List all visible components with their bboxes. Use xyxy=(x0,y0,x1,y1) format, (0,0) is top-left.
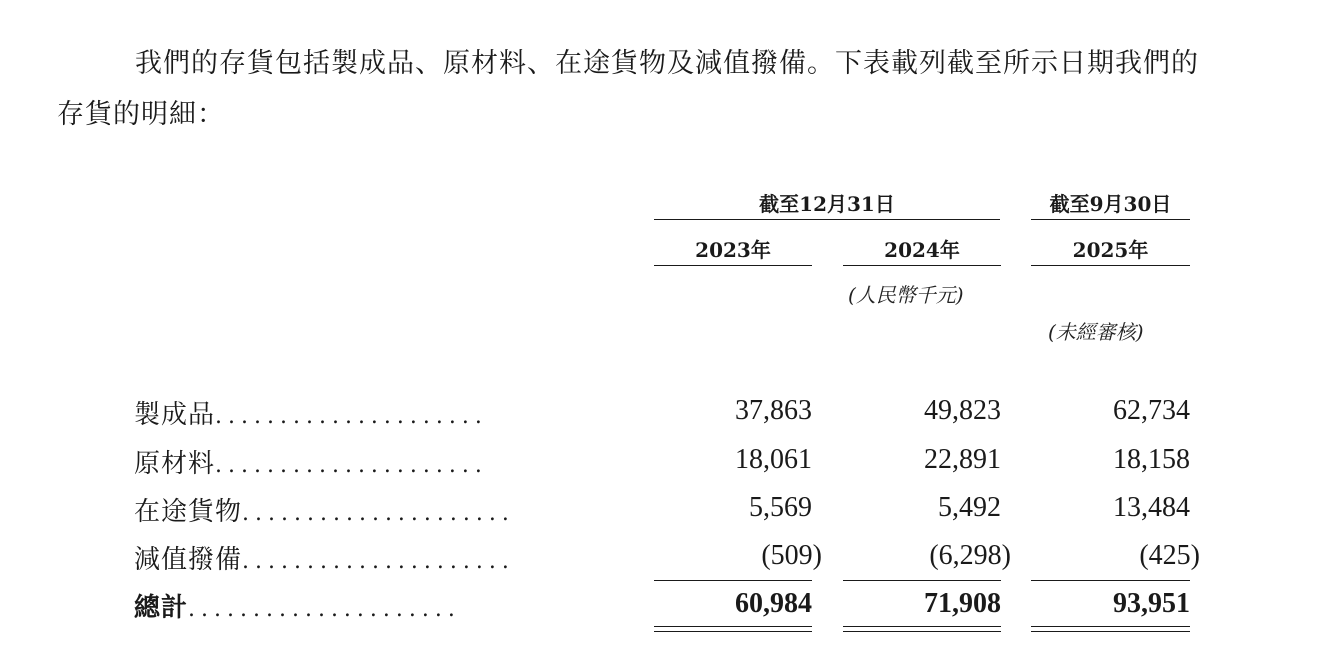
cell-total-2025: 93,951 xyxy=(1113,588,1190,619)
cell-raw-materials-2025: 18,158 xyxy=(1113,444,1190,475)
total-double-rule-2023 xyxy=(654,626,812,632)
cell-goods-in-transit-2025: 13,484 xyxy=(1113,492,1190,523)
group-header-rule-sep30 xyxy=(1031,219,1190,220)
cell-impairment-2025: (425) xyxy=(1139,540,1200,571)
year-rule-2024 xyxy=(843,265,1001,266)
cell-impairment-2023: (509) xyxy=(761,540,822,571)
year-header-2024: 2024年 xyxy=(884,238,960,262)
intro-paragraph: 我們的存貨包括製成品、原材料、在途貨物及減值撥備。下表載列截至所示日期我們的存貨的明細： xyxy=(57,48,1199,130)
unit-note: (人民幣千元) xyxy=(848,283,964,307)
year-rule-2023 xyxy=(654,265,812,266)
cell-raw-materials-2024: 22,891 xyxy=(924,444,1001,475)
total-double-rule-2025 xyxy=(1031,626,1190,632)
cell-total-2024: 71,908 xyxy=(924,588,1001,619)
cell-finished-goods-2024: 49,823 xyxy=(924,395,1001,426)
cell-total-2023: 60,984 xyxy=(735,588,812,619)
year-header-2023: 2023年 xyxy=(695,238,771,262)
year-header-2025: 2025年 xyxy=(1072,238,1149,262)
row-label-finished-goods: 製成品..................... xyxy=(134,400,488,430)
year-rule-2025 xyxy=(1031,265,1190,266)
cell-goods-in-transit-2023: 5,569 xyxy=(749,492,812,523)
row-label-impairment: 減值撥備..................... xyxy=(134,545,515,575)
subtotal-rule-2025 xyxy=(1031,580,1190,581)
group-header-dec31: 截至12月31日 xyxy=(759,192,895,216)
cell-raw-materials-2023: 18,061 xyxy=(735,444,812,475)
cell-goods-in-transit-2024: 5,492 xyxy=(938,492,1001,523)
audit-note: (未經審核) xyxy=(1048,320,1144,344)
total-double-rule-2024 xyxy=(843,626,1001,632)
cell-finished-goods-2023: 37,863 xyxy=(735,395,812,426)
row-label-total: 總計..................... xyxy=(134,593,461,623)
row-label-raw-materials: 原材料..................... xyxy=(134,449,488,479)
subtotal-rule-2024 xyxy=(843,580,1001,581)
group-header-sep30: 截至9月30日 xyxy=(1049,192,1172,216)
cell-impairment-2024: (6,298) xyxy=(929,540,1011,571)
group-header-rule-dec31 xyxy=(654,219,1000,220)
cell-finished-goods-2025: 62,734 xyxy=(1113,395,1190,426)
row-label-goods-in-transit: 在途貨物..................... xyxy=(134,497,515,527)
subtotal-rule-2023 xyxy=(654,580,812,581)
